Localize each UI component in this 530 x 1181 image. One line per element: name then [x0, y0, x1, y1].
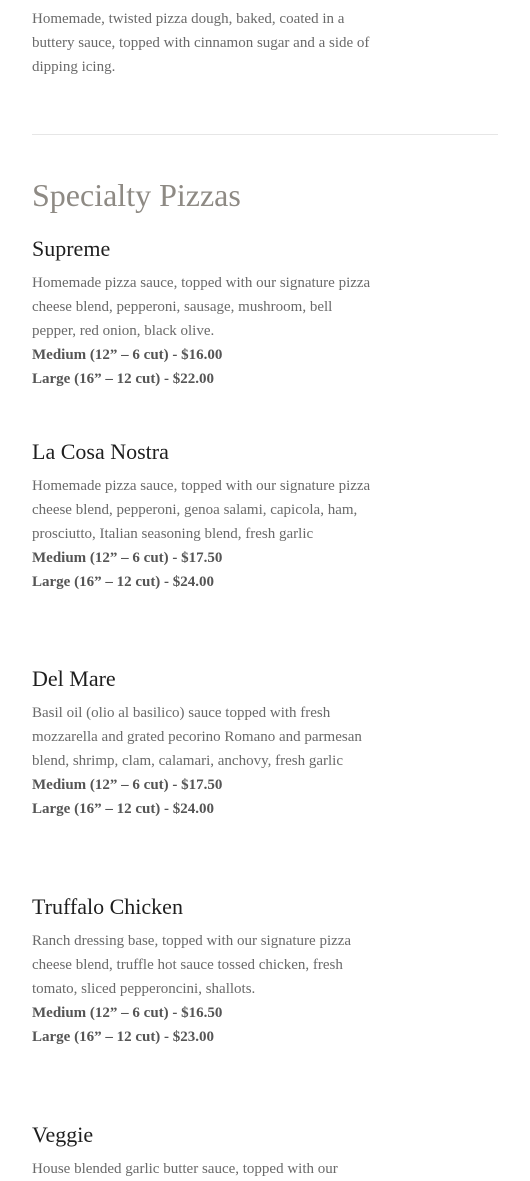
menu-item-price-large: Large (16” – 12 cut) - $23.00	[32, 1029, 215, 1045]
menu-item-description: Homemade pizza sauce, topped with our signature pizza cheese blend, pepperoni, sausage, mushroom, bell pepper, red onion, black olive.	[32, 275, 371, 339]
menu-item-price-large: Large (16” – 12 cut) - $24.00	[32, 801, 215, 817]
menu-item-price-large: Large (16” – 12 cut) - $22.00	[32, 371, 215, 387]
menu-item-price-medium: Medium (12” – 6 cut) - $17.50	[32, 777, 223, 793]
menu-item-price-medium: Medium (12” – 6 cut) - $16.00	[32, 347, 223, 363]
menu-item-truffalo-chicken	[32, 892, 498, 1049]
menu-item-name: Truffalo Chicken	[32, 894, 183, 919]
menu-item-supreme	[32, 234, 498, 391]
menu-item-del-mare	[32, 664, 498, 821]
section-title: Specialty Pizzas	[32, 177, 241, 213]
menu-item-name: Veggie	[32, 1122, 94, 1147]
menu-item-veggie	[32, 1120, 498, 1181]
menu-item-name: La Cosa Nostra	[32, 439, 169, 464]
menu-item-price-large: Large (16” – 12 cut) - $24.00	[32, 574, 215, 590]
menu-item-description: House blended garlic butter sauce, topped with our	[32, 1161, 338, 1177]
menu-item-price-medium: Medium (12” – 6 cut) - $17.50	[32, 550, 223, 566]
menu-item-description: Basil oil (olio al basilico) sauce topped with fresh mozzarella and grated pecorino Romano and parmesan blend, shrimp, clam, calamari, anchovy, fresh garlic	[32, 705, 362, 769]
menu-item-name: Del Mare	[32, 666, 116, 691]
menu-item-name: Supreme	[32, 236, 111, 261]
menu-item-la-cosa-nostra	[32, 437, 498, 594]
menu-item-description: Ranch dressing base, topped with our signature pizza cheese blend, truffle hot sauce tossed chicken, fresh tomato, sliced pepperoncini, shallots.	[32, 933, 352, 997]
menu-item-description: Homemade pizza sauce, topped with our signature pizza cheese blend, pepperoni, genoa salami, capicola, ham, prosciutto, Italian seasoning blend, fresh garlic	[32, 478, 371, 542]
section-divider	[32, 134, 498, 135]
intro-item-description: Homemade, twisted pizza dough, baked, coated in a buttery sauce, topped with cinnamon sugar and a side of dipping icing.	[32, 11, 370, 75]
menu-item-price-medium: Medium (12” – 6 cut) - $16.50	[32, 1005, 223, 1021]
